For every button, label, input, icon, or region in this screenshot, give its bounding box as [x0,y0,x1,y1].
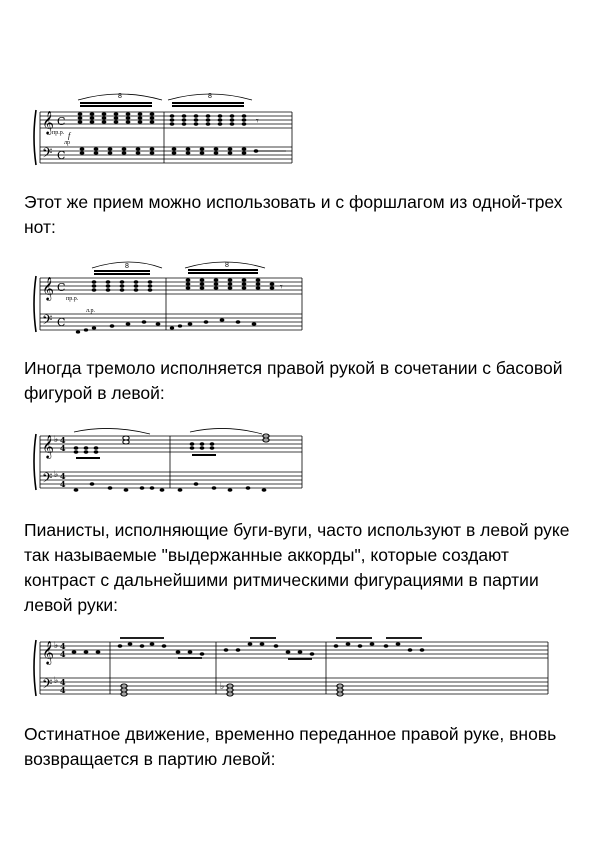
music-example-4 [30,628,550,708]
svg-text:8: 8 [125,263,129,270]
svg-text:𝄞: 𝄞 [42,434,54,458]
svg-text:C: C [57,316,66,329]
svg-text:♭: ♭ [54,641,59,651]
svg-text:4: 4 [60,443,66,453]
svg-text:лр: лр [64,140,70,146]
svg-text:𝄾: 𝄾 [280,282,283,293]
svg-text:8: 8 [208,93,212,100]
svg-text:C: C [57,281,66,294]
paragraph-4: Остинатное движение, временно переданное правой руке, вновь возвращается в партию левой: [24,724,557,769]
svg-text:𝄞: 𝄞 [42,110,54,134]
paragraph-3: Пианисты, исполняющие буги-вуги, часто используют в левой руке так называемые "выдержанные аккорды", которые создают контраст с дальнейшими ритмическими фигурациями в партии левой руки: [24,520,570,615]
music-example-2 [30,258,305,338]
svg-text:♭: ♭ [54,435,59,445]
music-example-1 [30,88,295,173]
svg-text:𝄢: 𝄢 [42,145,53,164]
svg-text:4: 4 [60,471,66,481]
svg-text:𝄾: 𝄾 [256,116,259,127]
svg-text:4: 4 [60,685,66,695]
svg-text:𝄞: 𝄞 [42,276,54,300]
tuplet-number: 8 [118,93,122,100]
svg-text:C: C [57,149,66,162]
svg-text:♭: ♭ [220,682,225,692]
svg-text:𝄞: 𝄞 [42,640,54,664]
svg-text:л.р.: л.р. [86,308,95,314]
svg-text:пр.р.: пр.р. [66,296,79,302]
svg-text:4: 4 [60,479,66,489]
svg-text:f: f [68,131,71,140]
paragraph-1: Этот же прием можно использовать и с форшлагом из одной-трех нот: [24,192,563,237]
svg-text:♭: ♭ [54,676,59,686]
svg-text:8: 8 [225,262,229,269]
svg-text:4: 4 [60,435,66,445]
svg-text:♭: ♭ [54,470,59,480]
paragraph-2: Иногда тремоло исполняется правой рукой в сочетании с басовой фигурой в левой: [24,358,563,403]
svg-text:4: 4 [60,649,66,659]
svg-text:4: 4 [60,641,66,651]
svg-text:𝄢: 𝄢 [42,312,53,331]
svg-text:4: 4 [60,677,66,687]
svg-text:𝄢: 𝄢 [42,470,53,489]
dynamic-marking: пр.р. [52,130,65,136]
svg-text:𝄢: 𝄢 [42,676,53,695]
time-signature: C [57,115,66,128]
music-example-3 [30,428,305,498]
